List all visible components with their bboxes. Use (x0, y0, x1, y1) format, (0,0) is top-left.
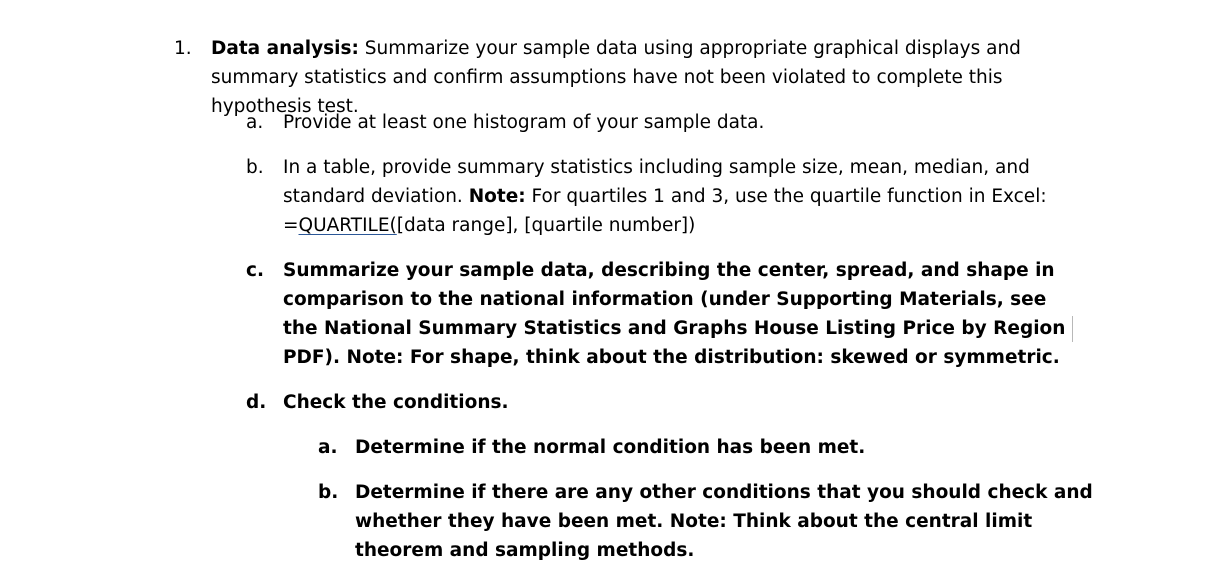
list-marker: 1. (174, 38, 192, 59)
list-marker: d. (246, 392, 267, 413)
list-marker: c. (246, 260, 264, 281)
list-item-a (246, 108, 1086, 138)
item-body: Summarize your sample data, describing the center, spread, and shape in comparison to the national information (under Supporting Materials, see the National Summary Statistics and Graphs House Listing Price by Region PDF). Note: For shape, think about the distribution: skewed or symmetric. (283, 260, 1066, 368)
list-item-text: Determine if there are any other conditions that you should check and whether they have been met. Note: Think about the central limit theorem and sampling methods. (355, 482, 1093, 561)
list-marker: b. (318, 482, 339, 503)
item-body: In a table, provide summary statistics including sample size, mean, median, and standard deviation. (283, 157, 1030, 207)
note-label: Note: (468, 186, 526, 207)
list-item-d-b (318, 478, 1098, 568)
list-item-b (246, 153, 1086, 243)
list-item-text: Determine if the normal condition has been met. (355, 437, 866, 458)
formula-prefix: = (283, 215, 299, 236)
list-item-1 (174, 34, 1074, 117)
item-body: Summarize your sample data using appropriate graphical displays and summary statistics and confirm assumptions have not been violated to complete this hypothesis test. (211, 38, 1021, 117)
item-body-continued: For quartiles 1 and 3, use the quartile function in Excel: (525, 186, 1047, 207)
list-marker: a. (318, 437, 338, 458)
list-marker: a. (246, 112, 264, 133)
list-item-d-a (318, 433, 1098, 463)
list-item-text (283, 256, 1083, 372)
list-item-c (246, 256, 1086, 376)
formula-args: [data range], [quartile number]) (396, 215, 696, 236)
list-marker: b. (246, 157, 264, 178)
text-cursor (1072, 316, 1073, 342)
list-item-text (283, 153, 1083, 240)
list-item-text: Provide at least one histogram of your sample data. (283, 112, 765, 133)
list-item-d (246, 388, 1086, 418)
item-label: Data analysis: (211, 38, 359, 59)
formula-function: QUARTILE( (298, 215, 397, 236)
list-item-text: Check the conditions. (283, 392, 509, 413)
